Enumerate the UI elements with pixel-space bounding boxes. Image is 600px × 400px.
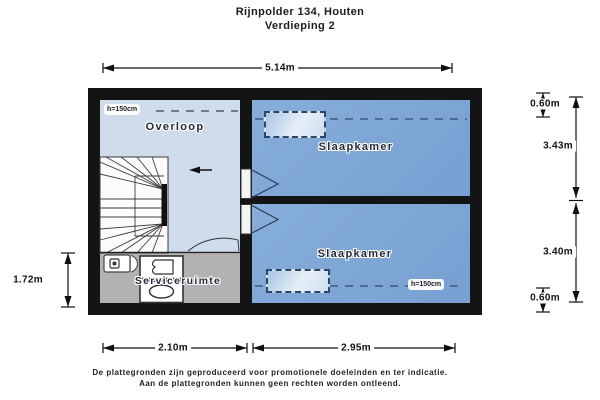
dimension-right-label-3: 3.40m — [540, 247, 576, 258]
dimension-bottom-label-2: 2.95m — [338, 343, 374, 354]
stair-direction-arrow-icon — [189, 167, 212, 174]
disclaimer-line-2: Aan de plattegronden kunnen geen rechten worden ontleend. — [139, 379, 401, 388]
dimension-left-label: 1.72m — [10, 275, 46, 286]
room-label-serviceruimte: Serviceruimte — [134, 275, 222, 287]
height-note-overloop: h=150cm — [104, 104, 140, 115]
door-swing-icon — [241, 169, 278, 199]
dimension-right-label-2: 3.43m — [540, 141, 576, 152]
dimension-bottom-label-1: 2.10m — [155, 343, 191, 354]
dimension-right-label-1: 0.60m — [527, 99, 563, 110]
dimension-right-label-4: 0.60m — [527, 293, 563, 304]
disclaimer-line-1: De plattegronden zijn geproduceerd voor promotionele doeleinden en ter indicatie. — [92, 368, 448, 377]
dimension-line-right — [536, 93, 583, 312]
room-label-slaapkamer-bottom: Slaapkamer — [317, 248, 393, 260]
skylight-icon — [266, 269, 330, 293]
room-label-slaapkamer-top: Slaapkamer — [318, 141, 394, 153]
dimension-top-label: 5.14m — [262, 63, 298, 74]
floor-subtitle: Verdieping 2 — [264, 20, 336, 32]
page-title: Rijnpolder 134, Houten — [235, 6, 365, 18]
skylight-icon — [264, 111, 326, 138]
room-label-overloop: Overloop — [145, 121, 205, 133]
dimension-line-left — [61, 253, 75, 307]
door-swing-icon — [241, 205, 278, 235]
stairs-icon — [100, 157, 212, 253]
boiler-icon — [104, 255, 137, 272]
height-note-slaapkamer-bottom: h=150cm — [408, 279, 444, 290]
